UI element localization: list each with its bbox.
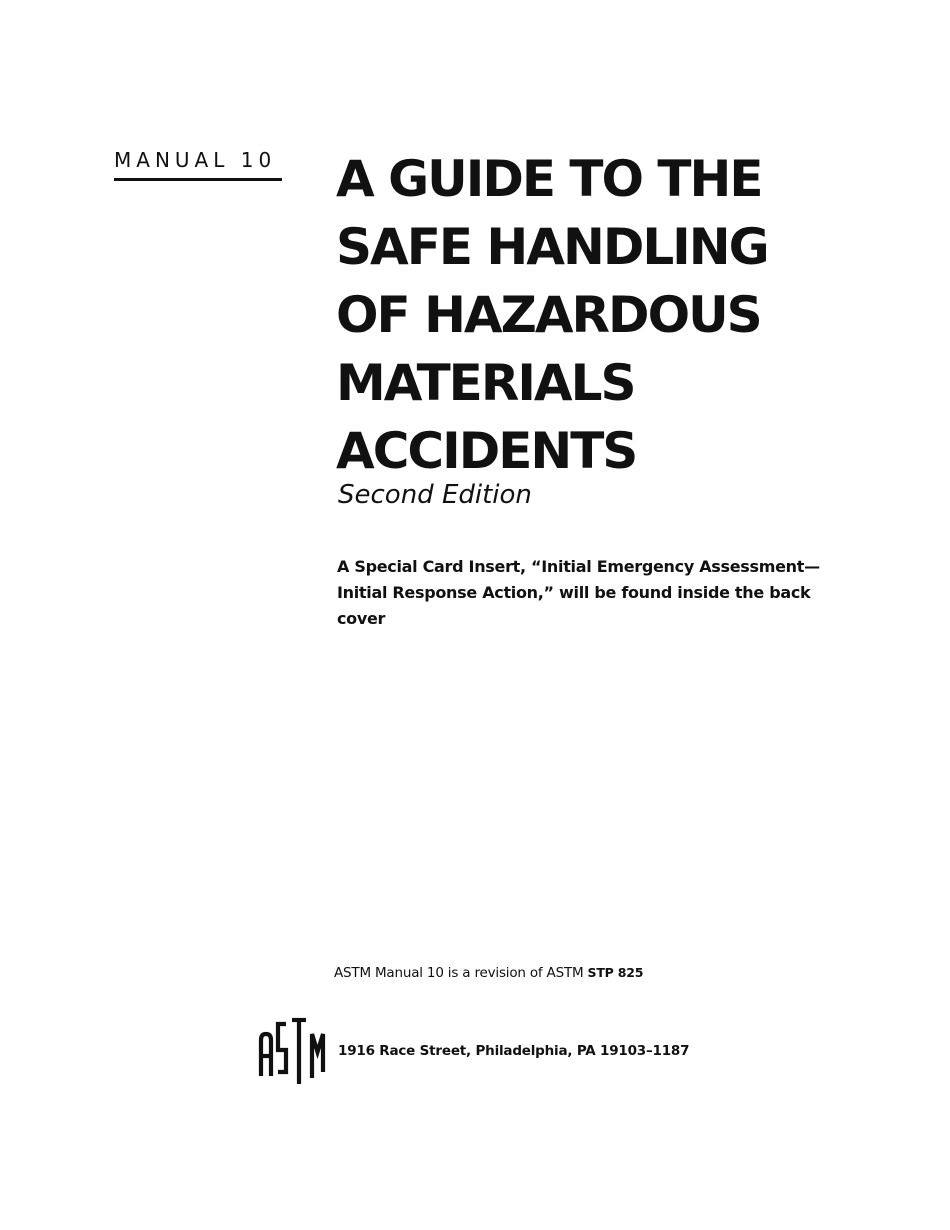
revision-note-stp: STP 825 bbox=[587, 965, 644, 980]
title-line-2: SAFE HANDLING bbox=[336, 218, 768, 276]
edition-label: Second Edition bbox=[338, 480, 532, 510]
astm-logo-icon bbox=[256, 1016, 328, 1088]
publisher-address: 1916 Race Street, Philadelphia, PA 19103–1187 bbox=[338, 1043, 690, 1059]
book-title bbox=[336, 145, 936, 485]
title-line-1: A GUIDE TO THE bbox=[336, 150, 762, 208]
title-line-5: ACCIDENTS bbox=[336, 422, 637, 480]
title-line-3: OF HAZARDOUS bbox=[336, 286, 761, 344]
revision-note bbox=[334, 965, 643, 981]
revision-note-text: ASTM Manual 10 is a revision of ASTM bbox=[334, 965, 588, 981]
title-line-4: MATERIALS bbox=[336, 354, 635, 412]
manual-number-label: MANUAL 10 bbox=[114, 148, 277, 172]
manual-label-underline bbox=[114, 178, 282, 181]
card-insert-note: A Special Card Insert, “Initial Emergency Assessment—Initial Response Action,” will be found inside the back cover bbox=[337, 557, 820, 628]
